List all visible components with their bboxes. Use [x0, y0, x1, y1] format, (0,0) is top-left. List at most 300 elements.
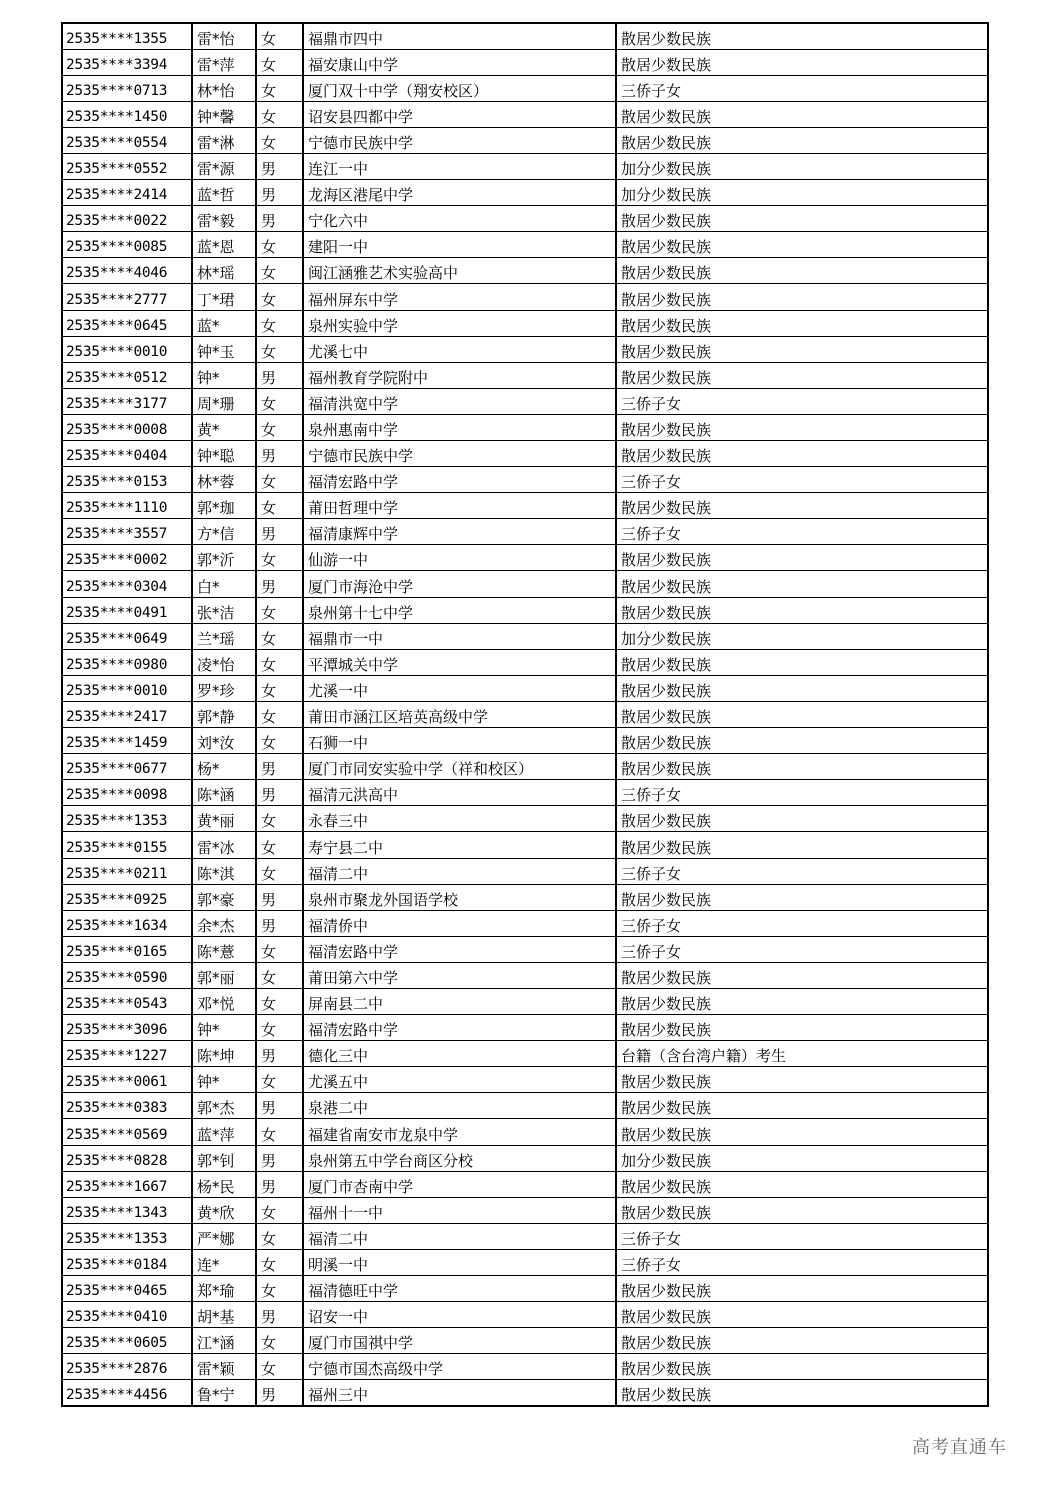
name-cell: 钟*玉	[192, 336, 256, 362]
exam-id-cell: 2535****0002	[62, 545, 192, 571]
name-cell: 蓝*	[192, 310, 256, 336]
exam-id-cell: 2535****1343	[62, 1197, 192, 1223]
exam-id-cell: 2535****1459	[62, 728, 192, 754]
exam-id-cell: 2535****0404	[62, 441, 192, 467]
gender-cell: 女	[256, 127, 303, 153]
school-cell: 泉州实验中学	[303, 310, 616, 336]
exam-id-cell: 2535****2414	[62, 180, 192, 206]
category-cell: 三侨子女	[616, 1249, 988, 1275]
school-cell: 泉港二中	[303, 1093, 616, 1119]
gender-cell: 女	[256, 1249, 303, 1275]
exam-id-cell: 2535****0153	[62, 467, 192, 493]
name-cell: 邓*悦	[192, 988, 256, 1014]
gender-cell: 女	[256, 493, 303, 519]
category-cell: 散居少数民族	[616, 571, 988, 597]
exam-id-cell: 2535****0010	[62, 675, 192, 701]
name-cell: 黄*	[192, 414, 256, 440]
school-cell: 连江一中	[303, 153, 616, 179]
name-cell: 钟*馨	[192, 101, 256, 127]
category-cell: 散居少数民族	[616, 1354, 988, 1380]
name-cell: 雷*颖	[192, 1354, 256, 1380]
table-row	[62, 936, 988, 962]
name-cell: 钟*聪	[192, 441, 256, 467]
gender-cell: 女	[256, 1015, 303, 1041]
table-row	[62, 23, 988, 49]
school-cell: 福清二中	[303, 858, 616, 884]
school-cell: 厦门市国祺中学	[303, 1328, 616, 1354]
gender-cell: 女	[256, 1276, 303, 1302]
table-row	[62, 1093, 988, 1119]
gender-cell: 女	[256, 988, 303, 1014]
category-cell: 散居少数民族	[616, 362, 988, 388]
category-cell: 散居少数民族	[616, 23, 988, 49]
gender-cell: 女	[256, 832, 303, 858]
name-cell: 白*	[192, 571, 256, 597]
school-cell: 德化三中	[303, 1041, 616, 1067]
exam-id-cell: 2535****0304	[62, 571, 192, 597]
name-cell: 连*	[192, 1249, 256, 1275]
table-row	[62, 1380, 988, 1406]
gender-cell: 女	[256, 1354, 303, 1380]
table-row	[62, 180, 988, 206]
school-cell: 莆田哲理中学	[303, 493, 616, 519]
category-cell: 散居少数民族	[616, 1119, 988, 1145]
category-cell: 散居少数民族	[616, 832, 988, 858]
school-cell: 福清康辉中学	[303, 519, 616, 545]
school-cell: 福鼎市四中	[303, 23, 616, 49]
exam-id-cell: 2535****0010	[62, 336, 192, 362]
exam-id-cell: 2535****3557	[62, 519, 192, 545]
exam-id-cell: 2535****0677	[62, 754, 192, 780]
category-cell: 加分少数民族	[616, 180, 988, 206]
school-cell: 莆田市涵江区培英高级中学	[303, 701, 616, 727]
name-cell: 杨*	[192, 754, 256, 780]
category-cell: 散居少数民族	[616, 1380, 988, 1406]
category-cell: 三侨子女	[616, 780, 988, 806]
table-row	[62, 988, 988, 1014]
category-cell: 加分少数民族	[616, 153, 988, 179]
category-cell: 三侨子女	[616, 858, 988, 884]
table-row	[62, 1328, 988, 1354]
gender-cell: 女	[256, 467, 303, 493]
category-cell: 散居少数民族	[616, 1276, 988, 1302]
exam-id-cell: 2535****2777	[62, 284, 192, 310]
table-row	[62, 441, 988, 467]
gender-cell: 男	[256, 362, 303, 388]
table-row	[62, 519, 988, 545]
gender-cell: 男	[256, 1302, 303, 1328]
name-cell: 罗*珍	[192, 675, 256, 701]
category-cell: 散居少数民族	[616, 284, 988, 310]
table-row	[62, 1015, 988, 1041]
category-cell: 三侨子女	[616, 467, 988, 493]
exam-id-cell: 2535****0713	[62, 75, 192, 101]
name-cell: 雷*淋	[192, 127, 256, 153]
category-cell: 散居少数民族	[616, 1197, 988, 1223]
name-cell: 雷*毅	[192, 206, 256, 232]
category-cell: 散居少数民族	[616, 1067, 988, 1093]
name-cell: 钟*	[192, 1015, 256, 1041]
table-row	[62, 728, 988, 754]
school-cell: 泉州市聚龙外国语学校	[303, 884, 616, 910]
table-row	[62, 1119, 988, 1145]
table-row	[62, 884, 988, 910]
school-cell: 仙游一中	[303, 545, 616, 571]
name-cell: 林*怡	[192, 75, 256, 101]
category-cell: 散居少数民族	[616, 1171, 988, 1197]
table-row	[62, 310, 988, 336]
school-cell: 屏南县二中	[303, 988, 616, 1014]
table-row	[62, 101, 988, 127]
school-cell: 诏安县四都中学	[303, 101, 616, 127]
table-row	[62, 362, 988, 388]
name-cell: 陈*淇	[192, 858, 256, 884]
school-cell: 莆田第六中学	[303, 962, 616, 988]
table-row	[62, 780, 988, 806]
exam-id-cell: 2535****1227	[62, 1041, 192, 1067]
category-cell: 散居少数民族	[616, 754, 988, 780]
table-row	[62, 910, 988, 936]
school-cell: 宁德市民族中学	[303, 127, 616, 153]
exam-id-cell: 2535****0645	[62, 310, 192, 336]
table-row	[62, 1223, 988, 1249]
gender-cell: 男	[256, 206, 303, 232]
table-row	[62, 1067, 988, 1093]
table-row	[62, 754, 988, 780]
school-cell: 福州教育学院附中	[303, 362, 616, 388]
category-cell: 散居少数民族	[616, 1015, 988, 1041]
category-cell: 散居少数民族	[616, 728, 988, 754]
school-cell: 平潭城关中学	[303, 649, 616, 675]
school-cell: 寿宁县二中	[303, 832, 616, 858]
exam-id-cell: 2535****0491	[62, 597, 192, 623]
table-row	[62, 545, 988, 571]
name-cell: 杨*民	[192, 1171, 256, 1197]
exam-id-cell: 2535****1667	[62, 1171, 192, 1197]
exam-id-cell: 2535****0383	[62, 1093, 192, 1119]
gender-cell: 男	[256, 754, 303, 780]
exam-id-cell: 2535****0925	[62, 884, 192, 910]
gender-cell: 女	[256, 806, 303, 832]
school-cell: 宁化六中	[303, 206, 616, 232]
name-cell: 陈*坤	[192, 1041, 256, 1067]
table-row	[62, 153, 988, 179]
gender-cell: 女	[256, 675, 303, 701]
table-row	[62, 336, 988, 362]
table-row	[62, 832, 988, 858]
school-cell: 泉州第五中学台商区分校	[303, 1145, 616, 1171]
table-row	[62, 232, 988, 258]
name-cell: 郭*钊	[192, 1145, 256, 1171]
category-cell: 散居少数民族	[616, 414, 988, 440]
gender-cell: 女	[256, 101, 303, 127]
category-cell: 散居少数民族	[616, 206, 988, 232]
school-cell: 厦门市杏南中学	[303, 1171, 616, 1197]
exam-id-cell: 2535****0605	[62, 1328, 192, 1354]
name-cell: 郭*杰	[192, 1093, 256, 1119]
name-cell: 江*涵	[192, 1328, 256, 1354]
school-cell: 福清洪宽中学	[303, 388, 616, 414]
school-cell: 福鼎市一中	[303, 623, 616, 649]
category-cell: 散居少数民族	[616, 988, 988, 1014]
exam-id-cell: 2535****0512	[62, 362, 192, 388]
exam-id-cell: 2535****3394	[62, 49, 192, 75]
name-cell: 林*瑶	[192, 258, 256, 284]
exam-id-cell: 2535****1353	[62, 806, 192, 832]
name-cell: 鲁*宁	[192, 1380, 256, 1406]
school-cell: 福州屏东中学	[303, 284, 616, 310]
category-cell: 散居少数民族	[616, 310, 988, 336]
name-cell: 郭*豪	[192, 884, 256, 910]
exam-id-cell: 2535****1450	[62, 101, 192, 127]
gender-cell: 女	[256, 23, 303, 49]
name-cell: 黄*丽	[192, 806, 256, 832]
gender-cell: 女	[256, 258, 303, 284]
school-cell: 诏安一中	[303, 1302, 616, 1328]
gender-cell: 男	[256, 153, 303, 179]
gender-cell: 女	[256, 728, 303, 754]
exam-id-cell: 2535****0554	[62, 127, 192, 153]
exam-id-cell: 2535****3177	[62, 388, 192, 414]
gender-cell: 女	[256, 623, 303, 649]
category-cell: 散居少数民族	[616, 1302, 988, 1328]
category-cell: 三侨子女	[616, 1223, 988, 1249]
gender-cell: 女	[256, 545, 303, 571]
name-cell: 郭*静	[192, 701, 256, 727]
table-row	[62, 962, 988, 988]
name-cell: 钟*	[192, 1067, 256, 1093]
exam-id-cell: 2535****1110	[62, 493, 192, 519]
school-cell: 建阳一中	[303, 232, 616, 258]
category-cell: 散居少数民族	[616, 258, 988, 284]
school-cell: 福安康山中学	[303, 49, 616, 75]
school-cell: 福清宏路中学	[303, 467, 616, 493]
exam-id-cell: 2535****0155	[62, 832, 192, 858]
gender-cell: 男	[256, 571, 303, 597]
gender-cell: 女	[256, 597, 303, 623]
gender-cell: 女	[256, 1328, 303, 1354]
name-cell: 余*杰	[192, 910, 256, 936]
exam-id-cell: 2535****0543	[62, 988, 192, 1014]
exam-id-cell: 2535****0980	[62, 649, 192, 675]
gender-cell: 女	[256, 962, 303, 988]
exam-id-cell: 2535****2876	[62, 1354, 192, 1380]
gender-cell: 男	[256, 441, 303, 467]
category-cell: 散居少数民族	[616, 545, 988, 571]
school-cell: 福清元洪高中	[303, 780, 616, 806]
school-cell: 明溪一中	[303, 1249, 616, 1275]
exam-id-cell: 2535****0465	[62, 1276, 192, 1302]
exam-id-cell: 2535****0085	[62, 232, 192, 258]
category-cell: 散居少数民族	[616, 49, 988, 75]
table-row	[62, 284, 988, 310]
school-cell: 福清侨中	[303, 910, 616, 936]
exam-id-cell: 2535****1353	[62, 1223, 192, 1249]
table-row	[62, 675, 988, 701]
gender-cell: 男	[256, 1145, 303, 1171]
category-cell: 三侨子女	[616, 519, 988, 545]
table-row	[62, 75, 988, 101]
watermark-text: 高考直通车	[912, 1437, 1007, 1458]
table-row	[62, 1041, 988, 1067]
school-cell: 福建省南安市龙泉中学	[303, 1119, 616, 1145]
gender-cell: 女	[256, 284, 303, 310]
school-cell: 宁德市国杰高级中学	[303, 1354, 616, 1380]
name-cell: 严*娜	[192, 1223, 256, 1249]
name-cell: 周*珊	[192, 388, 256, 414]
table-row	[62, 623, 988, 649]
category-cell: 散居少数民族	[616, 493, 988, 519]
table-row	[62, 127, 988, 153]
name-cell: 郑*瑜	[192, 1276, 256, 1302]
gender-cell: 女	[256, 336, 303, 362]
table-row	[62, 806, 988, 832]
category-cell: 散居少数民族	[616, 649, 988, 675]
gender-cell: 男	[256, 180, 303, 206]
gender-cell: 女	[256, 649, 303, 675]
gender-cell: 女	[256, 388, 303, 414]
category-cell: 三侨子女	[616, 936, 988, 962]
exam-id-cell: 2535****0098	[62, 780, 192, 806]
exam-id-cell: 2535****4046	[62, 258, 192, 284]
name-cell: 蓝*恩	[192, 232, 256, 258]
table-row	[62, 1354, 988, 1380]
name-cell: 郭*沂	[192, 545, 256, 571]
exam-id-cell: 2535****0061	[62, 1067, 192, 1093]
gender-cell: 男	[256, 1041, 303, 1067]
exam-id-cell: 2535****0410	[62, 1302, 192, 1328]
table-row	[62, 414, 988, 440]
category-cell: 三侨子女	[616, 388, 988, 414]
category-cell: 散居少数民族	[616, 1093, 988, 1119]
category-cell: 加分少数民族	[616, 623, 988, 649]
category-cell: 散居少数民族	[616, 806, 988, 832]
exam-id-cell: 2535****0828	[62, 1145, 192, 1171]
category-cell: 散居少数民族	[616, 962, 988, 988]
name-cell: 黄*欣	[192, 1197, 256, 1223]
exam-id-cell: 2535****0008	[62, 414, 192, 440]
gender-cell: 女	[256, 49, 303, 75]
gender-cell: 女	[256, 858, 303, 884]
school-cell: 石狮一中	[303, 728, 616, 754]
category-cell: 散居少数民族	[616, 884, 988, 910]
gender-cell: 男	[256, 780, 303, 806]
exam-id-cell: 2535****0211	[62, 858, 192, 884]
exam-id-cell: 2535****0649	[62, 623, 192, 649]
table-row	[62, 258, 988, 284]
category-cell: 散居少数民族	[616, 127, 988, 153]
category-cell: 散居少数民族	[616, 675, 988, 701]
school-cell: 尤溪七中	[303, 336, 616, 362]
name-cell: 丁*珺	[192, 284, 256, 310]
exam-id-cell: 2535****0184	[62, 1249, 192, 1275]
name-cell: 雷*冰	[192, 832, 256, 858]
category-cell: 三侨子女	[616, 910, 988, 936]
table-row	[62, 388, 988, 414]
gender-cell: 女	[256, 1223, 303, 1249]
name-cell: 郭*珈	[192, 493, 256, 519]
table-row	[62, 206, 988, 232]
candidate-table-body	[62, 23, 988, 1406]
category-cell: 散居少数民族	[616, 1328, 988, 1354]
gender-cell: 男	[256, 1171, 303, 1197]
table-row	[62, 597, 988, 623]
table-row	[62, 1171, 988, 1197]
name-cell: 陈*薏	[192, 936, 256, 962]
school-cell: 宁德市民族中学	[303, 441, 616, 467]
table-row	[62, 1276, 988, 1302]
school-cell: 福州十一中	[303, 1197, 616, 1223]
exam-id-cell: 2535****0569	[62, 1119, 192, 1145]
gender-cell: 男	[256, 884, 303, 910]
table-row	[62, 467, 988, 493]
name-cell: 胡*基	[192, 1302, 256, 1328]
category-cell: 散居少数民族	[616, 597, 988, 623]
school-cell: 泉州第十七中学	[303, 597, 616, 623]
school-cell: 福州三中	[303, 1380, 616, 1406]
school-cell: 闽江涵雅艺术实验高中	[303, 258, 616, 284]
exam-id-cell: 2535****0552	[62, 153, 192, 179]
gender-cell: 男	[256, 519, 303, 545]
gender-cell: 女	[256, 310, 303, 336]
school-cell: 福清宏路中学	[303, 1015, 616, 1041]
gender-cell: 男	[256, 910, 303, 936]
school-cell: 泉州惠南中学	[303, 414, 616, 440]
exam-id-cell: 2535****1634	[62, 910, 192, 936]
name-cell: 郭*丽	[192, 962, 256, 988]
name-cell: 张*洁	[192, 597, 256, 623]
gender-cell: 女	[256, 232, 303, 258]
name-cell: 蓝*哲	[192, 180, 256, 206]
school-cell: 福清二中	[303, 1223, 616, 1249]
category-cell: 台籍（含台湾户籍）考生	[616, 1041, 988, 1067]
table-row	[62, 1249, 988, 1275]
name-cell: 蓝*萍	[192, 1119, 256, 1145]
category-cell: 散居少数民族	[616, 232, 988, 258]
gender-cell: 男	[256, 1093, 303, 1119]
school-cell: 尤溪五中	[303, 1067, 616, 1093]
exam-id-cell: 2535****3096	[62, 1015, 192, 1041]
school-cell: 福清德旺中学	[303, 1276, 616, 1302]
gender-cell: 女	[256, 936, 303, 962]
exam-id-cell: 2535****4456	[62, 1380, 192, 1406]
name-cell: 雷*萍	[192, 49, 256, 75]
name-cell: 方*信	[192, 519, 256, 545]
category-cell: 散居少数民族	[616, 336, 988, 362]
gender-cell: 女	[256, 1119, 303, 1145]
gender-cell: 女	[256, 701, 303, 727]
school-cell: 厦门市海沧中学	[303, 571, 616, 597]
name-cell: 钟*	[192, 362, 256, 388]
table-row	[62, 1197, 988, 1223]
school-cell: 福清宏路中学	[303, 936, 616, 962]
school-cell: 龙海区港尾中学	[303, 180, 616, 206]
category-cell: 散居少数民族	[616, 101, 988, 127]
gender-cell: 男	[256, 1380, 303, 1406]
school-cell: 厦门市同安实验中学（祥和校区）	[303, 754, 616, 780]
category-cell: 三侨子女	[616, 75, 988, 101]
table-row	[62, 571, 988, 597]
name-cell: 林*蓉	[192, 467, 256, 493]
school-cell: 永春三中	[303, 806, 616, 832]
table-row	[62, 1302, 988, 1328]
table-row	[62, 701, 988, 727]
gender-cell: 女	[256, 1197, 303, 1223]
name-cell: 兰*瑶	[192, 623, 256, 649]
name-cell: 凌*怡	[192, 649, 256, 675]
name-cell: 刘*汝	[192, 728, 256, 754]
category-cell: 散居少数民族	[616, 441, 988, 467]
